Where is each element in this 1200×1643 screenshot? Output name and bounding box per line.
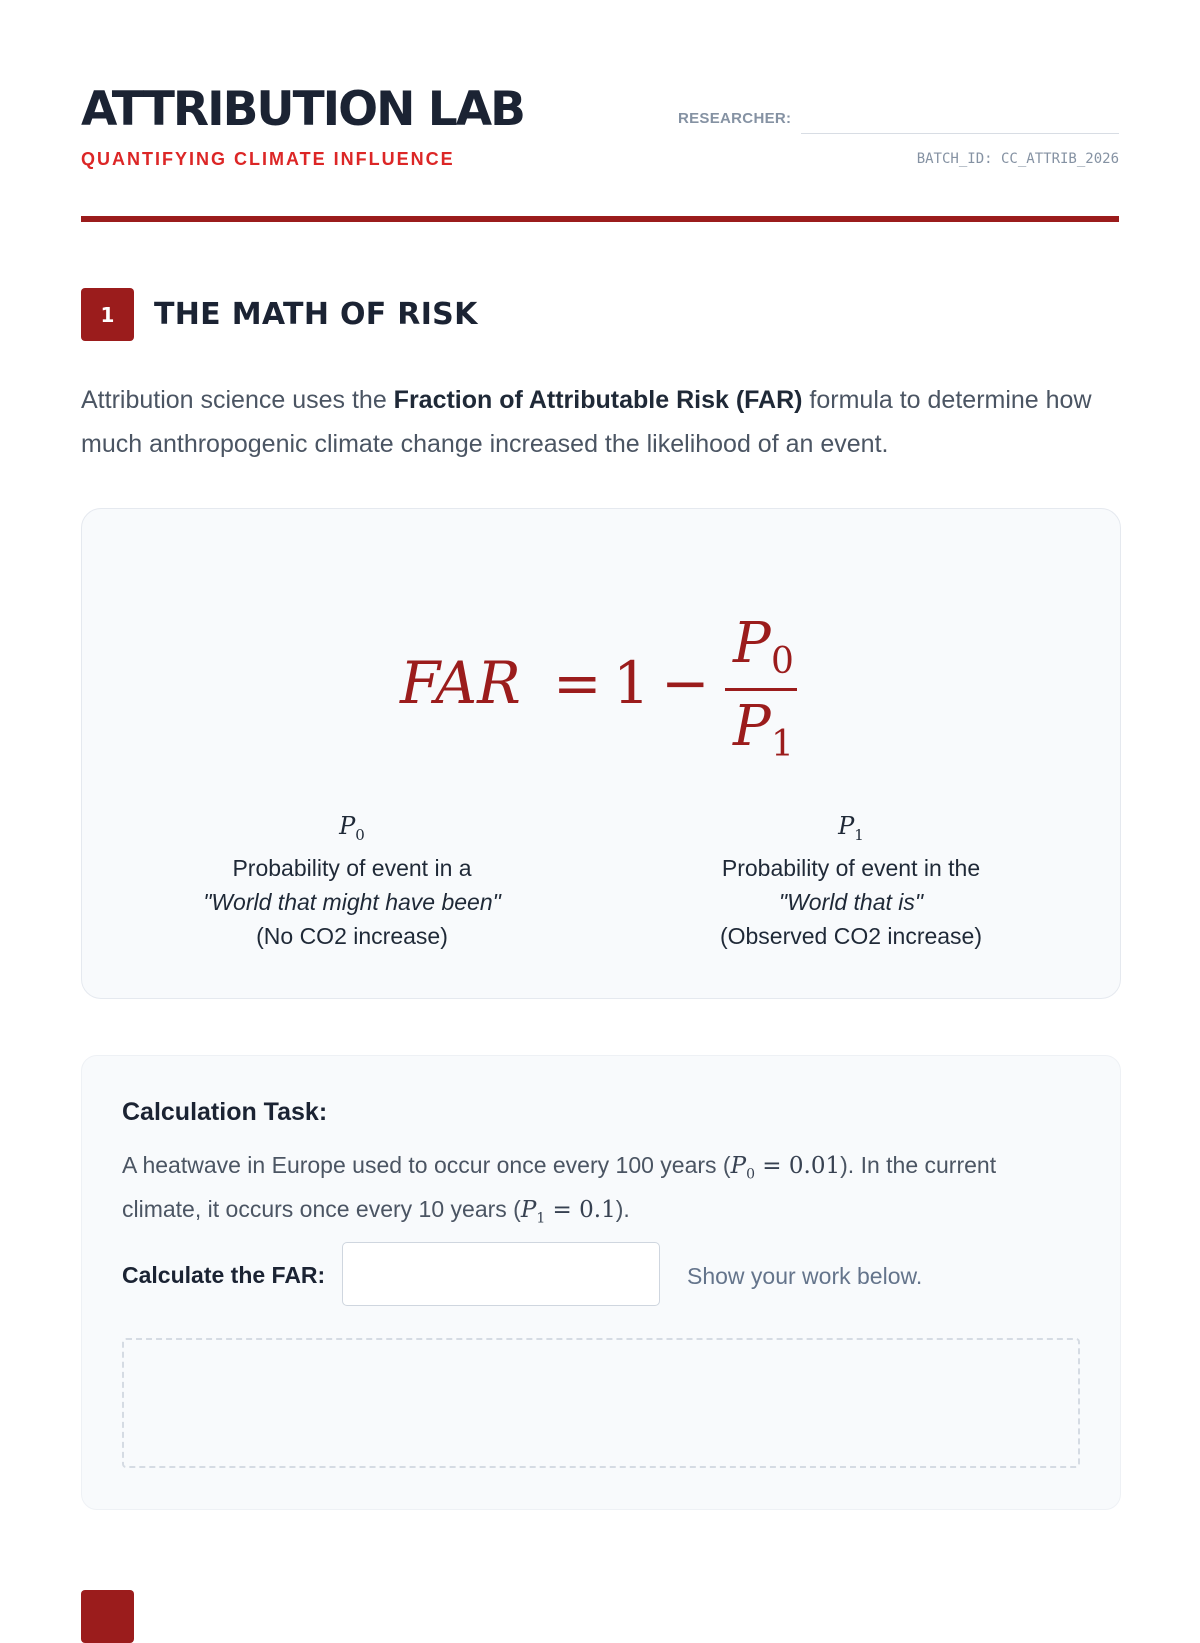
p1-inline-math: $P_1 = 0.1$: [520, 1196, 616, 1227]
formula-one: 1: [613, 649, 650, 717]
variable-p0-description: [182, 810, 522, 953]
task-title: Calculation Task:: [122, 1098, 328, 1126]
work-hint: Show your work below.: [687, 1263, 923, 1289]
p1-symbol: $P_1$: [838, 812, 864, 844]
researcher-label: RESEARCHER:: [678, 110, 792, 127]
intro-text-end: formula to determine how much anthropogenic climate change increased the likelihood of an event.: [81, 386, 1092, 458]
formula-lhs: FAR: [400, 649, 521, 717]
p0-line-3: (No CO2 increase): [256, 922, 448, 949]
section-1-heading: [81, 288, 478, 341]
p1-line-3: (Observed CO2 increase): [719, 922, 983, 949]
intro-bold-term: Fraction of Attributable Risk (FAR): [393, 386, 803, 414]
intro-text-start: Attribution science uses the: [81, 386, 394, 414]
p1-line-1: Probability of event in the: [721, 854, 981, 881]
far-label: Calculate the FAR:: [122, 1262, 326, 1288]
formula-denominator-var: P: [733, 694, 771, 759]
fraction-bar: [725, 688, 797, 691]
formula-denominator-sub: 1: [771, 724, 794, 760]
work-area[interactable]: [122, 1338, 1080, 1468]
page-header: [81, 0, 1119, 222]
p0-line-1: Probability of event in a: [232, 854, 472, 881]
researcher-field[interactable]: [801, 104, 1119, 134]
far-formula: [0, 600, 1200, 760]
variable-p1-description: [681, 810, 1021, 953]
task-description: A heatwave in Europe used to occur once every 100 years $(P_0 = 0.01)$. In the current climate, it occurs once every 10 years $(P_1 = 0.1)$.: [122, 1152, 997, 1227]
formula-numerator-sub: 0: [771, 641, 794, 682]
section-1-number: 1: [81, 288, 134, 341]
formula-equals: =: [553, 649, 602, 717]
p0-line-2: "World that might have been": [203, 888, 501, 915]
section-1-intro: [81, 378, 1131, 466]
page-title: ATTRIBUTION LAB: [81, 82, 524, 137]
section-1-title: THE MATH OF RISK: [154, 297, 478, 332]
formula-numerator-var: P: [733, 611, 771, 676]
page-subtitle: QUANTIFYING CLIMATE INFLUENCE: [81, 149, 455, 169]
formula-minus: −: [661, 649, 710, 717]
p1-line-2: "World that is": [778, 888, 924, 915]
batch-id: BATCH_ID: CC_ATTRIB_2026: [916, 151, 1119, 167]
p0-inline-math: $P_0 = 0.01$: [730, 1153, 841, 1183]
section-2-number: [81, 1590, 134, 1643]
far-answer-input[interactable]: [342, 1242, 660, 1306]
p0-symbol: $P_0$: [339, 812, 365, 844]
